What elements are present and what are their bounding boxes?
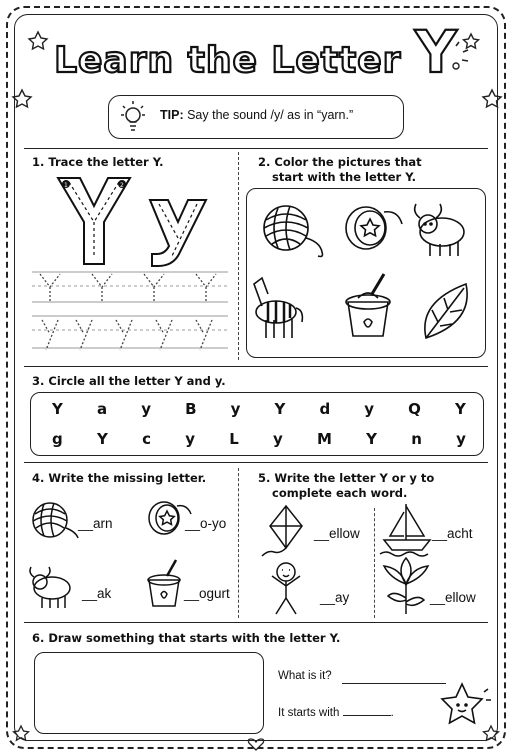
trace-lowercase-y	[150, 200, 206, 266]
leaf-icon	[425, 284, 467, 338]
divider	[24, 462, 488, 463]
letter-cell[interactable]: c	[142, 430, 151, 448]
sailboat-icon	[380, 504, 430, 556]
letter-cell[interactable]: Y	[96, 430, 108, 448]
letter-cell[interactable]: a	[96, 400, 108, 418]
complete-word[interactable]: __ay	[320, 590, 350, 605]
color-pictures	[246, 188, 486, 358]
letter-cell[interactable]: g	[52, 430, 63, 448]
tip-label: TIP:	[160, 108, 184, 122]
section6-heading: 6. Draw something that starts with the letter Y.	[32, 631, 341, 645]
star-icon	[10, 724, 32, 746]
letter-cell[interactable]: y	[272, 430, 283, 448]
lightbulb-icon	[120, 99, 146, 135]
zebra-icon	[254, 278, 302, 338]
flower-icon	[384, 558, 428, 614]
star-icon	[480, 724, 502, 746]
complete-word[interactable]: __ellow	[314, 526, 360, 541]
letter-row-1	[52, 400, 466, 418]
missing-letter-word[interactable]: __o-yo	[185, 516, 227, 531]
letter-cell[interactable]: B	[185, 400, 197, 418]
section2-heading-line1: 2. Color the pictures that	[258, 155, 422, 169]
yarn-ball-icon	[33, 503, 78, 538]
letter-cell[interactable]: Y	[52, 400, 63, 418]
title-text: Learn the Letter	[54, 40, 402, 81]
section3-heading: 3. Circle all the letter Y and y.	[32, 374, 226, 388]
drawing-box[interactable]	[34, 652, 264, 734]
letter-cell[interactable]: L	[229, 430, 239, 448]
section1-heading: 1. Trace the letter Y.	[32, 155, 164, 169]
letter-cell[interactable]: y	[185, 430, 195, 448]
tip-body: Say the sound /y/ as in “yarn.”	[187, 108, 354, 122]
divider	[24, 622, 488, 623]
svg-text:2: 2	[120, 182, 124, 189]
heart-icon	[246, 738, 266, 752]
page-title	[0, 18, 512, 86]
section4-pictures	[24, 496, 238, 620]
letter-cell[interactable]: Y	[366, 430, 377, 448]
letter-cell[interactable]: y	[364, 400, 375, 418]
starts-with-period: .	[390, 707, 394, 719]
tracing-lines	[32, 268, 228, 360]
star-icon	[8, 84, 38, 184]
child-icon	[272, 563, 300, 614]
section5-heading-line2: complete each word.	[272, 486, 408, 500]
section2-heading-line2: start with the letter Y.	[272, 170, 417, 184]
missing-letter-word[interactable]: __arn	[78, 516, 113, 531]
letter-cell[interactable]: Y	[455, 400, 466, 418]
yogurt-icon	[346, 274, 390, 336]
trace-uppercase-y	[58, 178, 130, 264]
missing-letter-word[interactable]: __ak	[82, 586, 112, 601]
yo-yo-icon	[346, 207, 402, 249]
star-icon	[478, 84, 508, 124]
yak-icon	[30, 567, 70, 608]
starts-with-line[interactable]	[343, 705, 391, 716]
letter-cell[interactable]: M	[316, 430, 332, 448]
what-is-it-line[interactable]	[342, 683, 446, 684]
letter-cell[interactable]: Q	[408, 400, 421, 418]
section5-heading-line1: 5. Write the letter Y or y to	[258, 471, 435, 485]
missing-letter-word[interactable]: __ogurt	[184, 586, 230, 601]
what-is-it-label: What is it?	[278, 670, 332, 682]
letter-row-2	[52, 430, 466, 448]
column-divider	[238, 468, 239, 618]
kite-icon	[262, 506, 302, 556]
letter-cell[interactable]: y	[456, 430, 466, 448]
section4-heading: 4. Write the missing letter.	[32, 471, 207, 485]
divider	[24, 148, 488, 149]
column-divider	[238, 152, 239, 360]
letter-cell[interactable]: Y	[274, 400, 286, 418]
starts-with-text: It starts with	[278, 707, 340, 719]
svg-text:1: 1	[64, 182, 68, 189]
letter-cell[interactable]: y	[230, 400, 241, 418]
letter-cell[interactable]: n	[411, 430, 422, 448]
letter-cell[interactable]: y	[141, 400, 151, 418]
trace-letters	[52, 170, 232, 270]
yogurt-icon	[148, 560, 180, 606]
yak-icon	[415, 204, 464, 256]
starts-with-label	[278, 705, 394, 719]
title-letter: Y	[414, 18, 458, 86]
divider	[24, 366, 488, 367]
tip-text	[160, 108, 353, 122]
complete-word[interactable]: __ellow	[430, 590, 476, 605]
yarn-ball-icon	[264, 206, 323, 257]
complete-word[interactable]: __acht	[432, 526, 473, 541]
letter-cell[interactable]: d	[319, 400, 331, 418]
